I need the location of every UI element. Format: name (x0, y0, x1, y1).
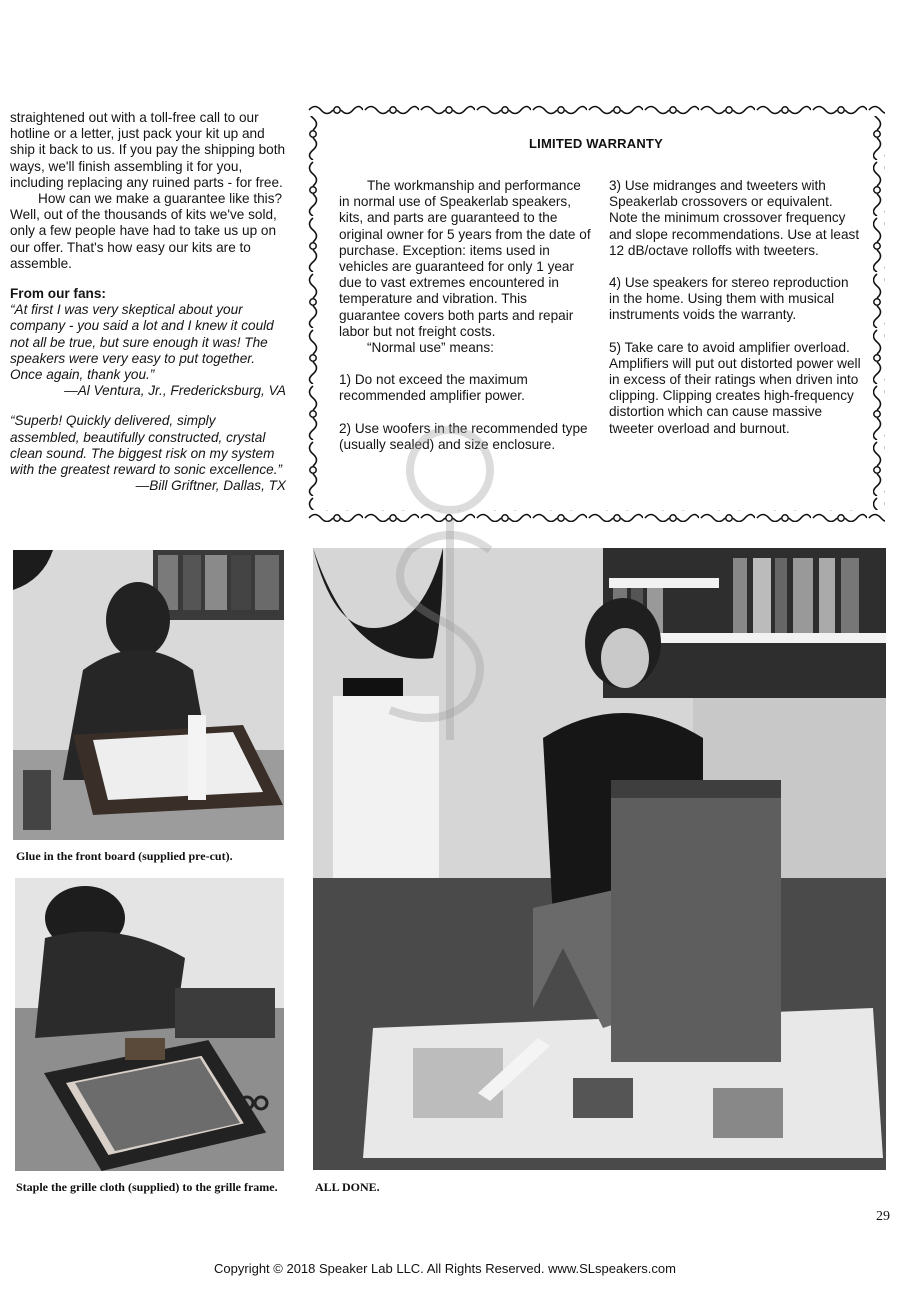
testimonial-quote-2: “Superb! Quickly delivered, simply assembled, beautifully constructed, crystal clean sound. The biggest risk on my system with the greatest reward to sonic excellence.” (10, 413, 283, 478)
warranty-item-2: 2) Use woofers in the recommended type (usually sealed) and size enclosure. (339, 420, 588, 452)
warranty-item-4: 4) Use speakers for stereo reproduction in the home. Using them with musical instruments voids the warranty. (609, 275, 849, 323)
testimonial-quote-1: “At first I was very skeptical about your company - you said a lot and I knew it could not all be true, but sure enough it was! The speakers were very easy to put together. Once again, thank you.” (10, 302, 274, 383)
warranty-item-3: 3) Use midranges and tweeters with Speakerlab crossovers or equivalent. Note the minimum crossover frequency and slope recommendations. Use at least 12 dB/octave rolloffs with tweeters. (609, 178, 860, 258)
testimonial-attribution-1: —Al Ventura, Jr., Fredericksburg, VA (64, 383, 286, 399)
paragraph-hotline: straightened out with a toll-free call to our hotline or a letter, just pack your kit up and ship it back to us. If you pay the shipping both ways, we'll finish assembling it for you, including replacing any ruined parts - for free. (10, 110, 286, 190)
photo-staple-grille (15, 878, 284, 1171)
fans-heading: From our fans: (10, 286, 106, 302)
warranty-item-1: 1) Do not exceed the maximum recommended amplifier power. (339, 372, 528, 404)
paragraph-guarantee: How can we make a guarantee like this? Well, out of the thousands of kits we've sold, only a few people have had to take us up on our offer. That's how easy our kits are to assemble. (10, 191, 283, 271)
testimonial-attribution-2: —Bill Griftner, Dallas, TX (135, 478, 286, 494)
caption-photo-2: Staple the grille cloth (supplied) to the grille frame. (16, 1180, 278, 1194)
copyright-footer: Copyright © 2018 Speaker Lab LLC. All Rights Reserved. www.SLspeakers.com (214, 1261, 676, 1276)
warranty-intro: The workmanship and performance in normal use of Speakerlab speakers, kits, and parts are guaranteed to the original owner for 5 years from the date of purchase. Exception: items used in vehicles are guaranteed for only 1 year due to vast extremes encountered in temperature and vibration. This guarantee covers both parts and repair labor but not freight costs. (339, 178, 591, 339)
warranty-column-left (339, 178, 591, 453)
photo-glue-front-board (13, 550, 284, 840)
warranty-item-5: 5) Take care to avoid amplifier overload. Amplifiers will put out distorted power well in excess of their ratings when driven into clipping. Clipping creates high-frequency distortion which can cause massive tweeter overload and burnout. (609, 339, 861, 436)
caption-photo-3: ALL DONE. (315, 1180, 380, 1194)
limited-warranty-box (307, 104, 885, 522)
warranty-title: LIMITED WARRANTY (529, 136, 663, 151)
left-text-column (10, 110, 288, 494)
caption-photo-1: Glue in the front board (supplied pre-cut). (16, 849, 233, 863)
warranty-normal-use: “Normal use” means: (367, 340, 494, 356)
warranty-column-right (609, 178, 861, 437)
page-number: 29 (876, 1209, 890, 1224)
photo-all-done (313, 548, 886, 1170)
